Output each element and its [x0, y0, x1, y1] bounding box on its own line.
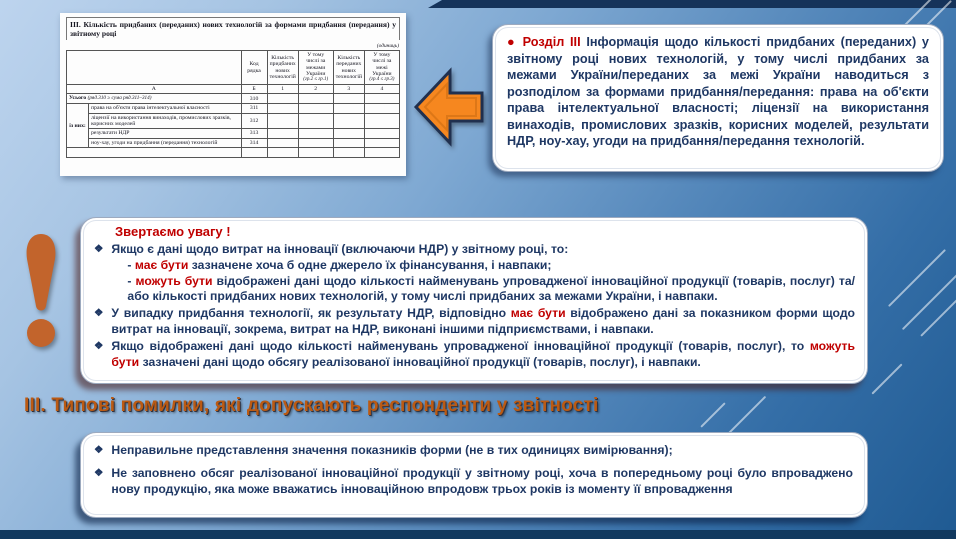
- row-code: 312: [241, 113, 267, 129]
- header-col4-label: У тому числі за межі України: [372, 51, 392, 78]
- table-header-row: [67, 50, 400, 84]
- data-cell: [267, 138, 298, 147]
- diagonal-line-decor: [902, 268, 956, 330]
- error-item-2: [91, 466, 853, 498]
- row-code: 313: [241, 129, 267, 138]
- index-cell: 2: [298, 85, 333, 94]
- header-empty-cell: [67, 50, 242, 84]
- form-table: [66, 50, 400, 158]
- text-segment: зазначені дані щодо обсягу реалізованої інноваційної продукції (товарів, послуг), і навпаки.: [139, 354, 701, 369]
- text-segment: У випадку придбання технології, як результату НДР, відповідно: [111, 306, 511, 321]
- text-segment: зазначене хоча б одне джерело їх фінансування, і навпаки;: [188, 257, 552, 272]
- data-cell: [267, 129, 298, 138]
- data-cell: [333, 104, 364, 113]
- header-col3-cell: Кількість переданих нових технологій: [333, 50, 364, 84]
- data-cell: [267, 113, 298, 129]
- heading-text: Типові помилки, які допускають респонденти у звітності: [45, 395, 599, 416]
- header-col4-cell: [364, 50, 399, 84]
- table-row: [67, 129, 400, 138]
- attention-item-2-text: [111, 306, 855, 338]
- table-row-empty: [67, 148, 400, 158]
- row-label: ноу-хау, угоди на придбання (передання) технологій: [89, 138, 241, 147]
- data-cell: [364, 129, 399, 138]
- form-title: ІІІ. Кількість придбаних (переданих) нових технологій за формами придбання (передання) у звітному році: [66, 17, 400, 40]
- total-label-cell: [67, 94, 242, 104]
- attention-card: [80, 217, 868, 384]
- row-code: 311: [241, 104, 267, 113]
- text-segment: -: [127, 273, 136, 288]
- header-col4-note: (гр.4 ≤ гр.3): [369, 77, 395, 83]
- diamond-bullet-icon: ❖: [94, 307, 104, 320]
- error-item-2-text: Не заповнено обсяг реалізованої інноваційної продукції у звітному році, хоча в попередньому році було впроваджено нову продукцію, яка може вважатись інноваційною впродовж трьох років із моменту її впровадження: [111, 465, 853, 496]
- group-label-cell: із них:: [67, 104, 89, 148]
- attention-item-1-text: [111, 242, 855, 305]
- text-segment: відображено дані за показником форми щодо витрат на інновації, зокрема, витрат на НДР, виконані іншими підприємствами, і навпаки.: [111, 306, 855, 337]
- data-cell: [298, 113, 333, 129]
- errors-card: [80, 432, 868, 518]
- text-segment: -: [127, 257, 135, 272]
- section3-info-card: [492, 24, 944, 172]
- typical-errors-heading: [24, 395, 598, 417]
- total-label: Усього: [69, 95, 87, 102]
- header-code-cell: Код рядка: [241, 50, 267, 84]
- data-cell: [364, 104, 399, 113]
- data-cell: [333, 94, 364, 104]
- data-cell: [298, 148, 333, 158]
- exclamation-icon: [19, 232, 63, 350]
- error-item-1-text: Неправильне представлення значення показників форми (не в тих одиницях вимірювання);: [111, 443, 673, 457]
- heading-number: ІІІ.: [24, 395, 46, 416]
- units-note: (одиниць): [376, 42, 399, 49]
- table-row: [67, 104, 400, 113]
- diamond-bullet-icon: ❖: [94, 340, 104, 353]
- error-item-1: [91, 443, 853, 459]
- header-col1-cell: Кількість придбаних нових технологій: [267, 50, 298, 84]
- diagonal-line-decor: [888, 249, 946, 307]
- table-row-total: [67, 94, 400, 104]
- diagonal-line-decor: [871, 363, 902, 394]
- data-cell: [298, 104, 333, 113]
- text-segment-red: має бути: [134, 257, 189, 272]
- table-row: [67, 138, 400, 147]
- bullet-dot-icon: ●: [507, 35, 523, 49]
- index-cell: 4: [364, 85, 399, 94]
- data-cell: [267, 94, 298, 104]
- attention-item-3: [91, 339, 855, 371]
- diamond-bullet-icon: ❖: [94, 466, 104, 479]
- data-cell: [364, 113, 399, 129]
- top-navy-strip: [428, 0, 956, 8]
- section3-body: Інформація щодо кількості придбаних (переданих) у звітному році нових технологій, у тому числі придбаних за межами України/переданих за межі України наводиться з розподілом за формами придбання/передання: права на об'єкти права інтелектуальної власності; ліцензії на використання винаходів, промислових зразків, корисних моделей, результати НДР, ноу-хау, угоди на придбання/передання технологій.: [507, 35, 929, 148]
- diagonal-line-decor: [700, 402, 725, 427]
- data-cell: [298, 129, 333, 138]
- section3-lead: Розділ ІІІ: [522, 35, 581, 49]
- data-cell: [298, 138, 333, 147]
- row-label: результати НДР: [89, 129, 241, 138]
- total-code: 310: [241, 94, 267, 104]
- data-cell: [267, 104, 298, 113]
- data-cell: [364, 148, 399, 158]
- header-col2-note: (гр.2 ≤ гр.1): [303, 77, 329, 83]
- text-segment: відображені дані щодо кількості найменувань упровадженої інноваційної продукції (товарів, послуг) та/або кількості придбаних нових технологій, у тому числі придбаних за межами України, і навпаки.: [127, 273, 855, 304]
- data-cell: [298, 94, 333, 104]
- index-row: [67, 85, 400, 94]
- table-row: [67, 113, 400, 129]
- header-col2-cell: [298, 50, 333, 84]
- data-cell: [333, 138, 364, 147]
- section3-info-text: [507, 34, 929, 150]
- total-note: (ряд.310 ≥ сума ряд.311–314): [87, 95, 152, 102]
- attention-item-2: [91, 306, 855, 338]
- attention-item-1-sub-1: [127, 258, 855, 274]
- attention-item-3-text: [111, 339, 855, 371]
- text-segment-red: можуть бути: [111, 339, 855, 369]
- attention-item-1-lead: Якщо є дані щодо витрат на інновації (включаючи НДР) у звітному році, то:: [111, 241, 569, 256]
- data-cell: [364, 138, 399, 147]
- index-cell: Б: [241, 85, 267, 94]
- text-segment: Якщо відображені дані щодо кількості найменувань упровадженої інноваційної продукції (товарів, послуг), то: [111, 339, 810, 354]
- data-cell: [267, 148, 298, 158]
- row-code: 314: [241, 138, 267, 147]
- left-arrow-icon: [413, 64, 485, 150]
- empty-cell: [241, 148, 267, 158]
- form-table-card: [60, 13, 406, 176]
- index-cell: А: [67, 85, 242, 94]
- empty-cell: [67, 148, 242, 158]
- text-segment-red: можуть бути: [135, 273, 213, 288]
- row-label: права на об'єкти права інтелектуальної власності: [89, 104, 241, 113]
- data-cell: [333, 113, 364, 129]
- index-cell: 3: [333, 85, 364, 94]
- diamond-bullet-icon: ❖: [94, 444, 104, 456]
- data-cell: [364, 94, 399, 104]
- row-label: ліцензії на використання винаходів, промислових зразків, корисних моделей: [89, 113, 241, 129]
- attention-item-1-sub-2: [127, 274, 855, 306]
- data-cell: [333, 129, 364, 138]
- diamond-bullet-icon: ❖: [94, 242, 104, 255]
- bottom-navy-strip: [0, 530, 956, 539]
- data-cell: [333, 148, 364, 158]
- text-segment-red: має бути: [510, 306, 566, 321]
- index-cell: 1: [267, 85, 298, 94]
- header-col2-label: У тому числі за межами України: [306, 51, 326, 78]
- attention-heading: Звертаємо увагу !: [115, 224, 231, 239]
- attention-item-1: [91, 242, 855, 305]
